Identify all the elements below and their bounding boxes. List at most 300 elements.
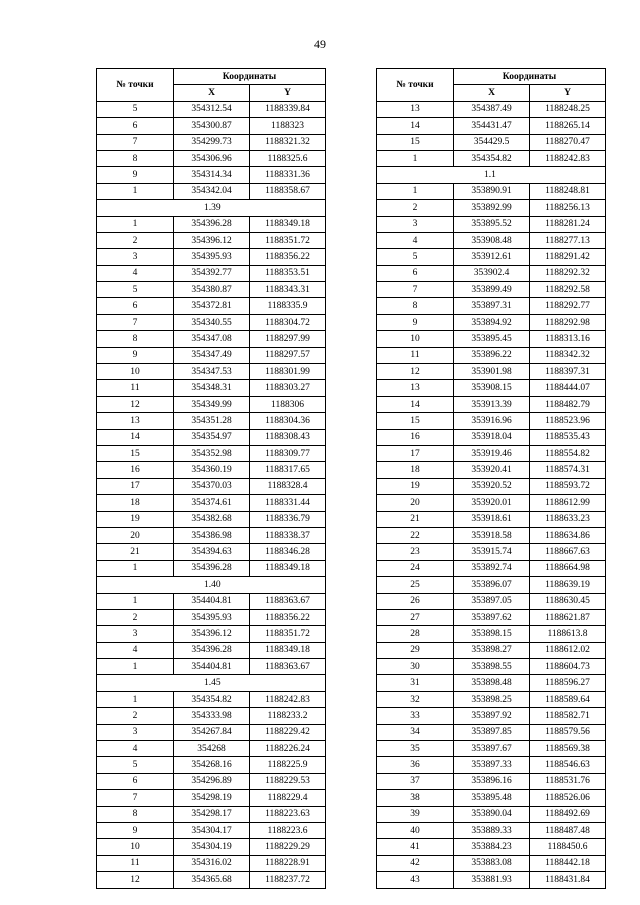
table-row [97, 282, 326, 298]
x-coordinate-cell: 354347.49 [174, 347, 250, 363]
point-number-cell: 5 [377, 249, 454, 265]
y-coordinate-cell: 1188331.36 [250, 167, 326, 183]
y-coordinate-cell: 1188358.67 [250, 183, 326, 199]
point-number-cell: 1 [97, 593, 174, 609]
y-coordinate-cell: 1188237.72 [250, 872, 326, 888]
x-coordinate-cell: 354296.89 [174, 773, 250, 789]
table-row [377, 396, 606, 412]
x-coordinate-cell: 354404.81 [174, 659, 250, 675]
point-number-cell: 18 [377, 462, 454, 478]
table-row [377, 544, 606, 560]
y-coordinate-cell: 1188633.23 [530, 511, 606, 527]
point-number-cell: 21 [377, 511, 454, 527]
x-coordinate-cell: 353897.62 [454, 609, 530, 625]
x-coordinate-cell: 353881.93 [454, 872, 530, 888]
x-coordinate-cell: 354333.98 [174, 708, 250, 724]
point-number-cell: 11 [97, 380, 174, 396]
x-coordinate-cell: 354392.77 [174, 265, 250, 281]
y-coordinate-cell: 1188630.45 [530, 593, 606, 609]
point-number-cell: 4 [97, 265, 174, 281]
section-label: 1.39 [97, 200, 326, 216]
point-number-cell: 26 [377, 593, 454, 609]
x-coordinate-cell: 354347.53 [174, 364, 250, 380]
table-row [97, 150, 326, 166]
point-number-cell: 8 [97, 806, 174, 822]
x-coordinate-cell: 353919.46 [454, 445, 530, 461]
point-number-cell: 10 [377, 331, 454, 347]
table-row [377, 429, 606, 445]
table-row [97, 347, 326, 363]
point-number-cell: 29 [377, 642, 454, 658]
y-coordinate-cell: 1188281.24 [530, 216, 606, 232]
x-coordinate-cell: 353898.15 [454, 626, 530, 642]
y-coordinate-cell: 1188397.31 [530, 364, 606, 380]
table-row [377, 380, 606, 396]
point-number-cell: 14 [377, 396, 454, 412]
table-row [377, 527, 606, 543]
point-number-cell: 14 [377, 118, 454, 134]
table-row [377, 478, 606, 494]
point-number-cell: 5 [97, 282, 174, 298]
point-number-cell: 6 [97, 773, 174, 789]
table-row [97, 609, 326, 625]
y-coordinate-cell: 1188613.8 [530, 626, 606, 642]
point-number-cell: 8 [97, 331, 174, 347]
table-row [377, 790, 606, 806]
table-row [97, 101, 326, 117]
table-row [377, 724, 606, 740]
x-coordinate-cell: 354304.19 [174, 839, 250, 855]
table-row [97, 216, 326, 232]
point-number-cell: 1 [97, 691, 174, 707]
table-row [97, 822, 326, 838]
x-coordinate-cell: 353920.52 [454, 478, 530, 494]
y-coordinate-cell: 1188229.53 [250, 773, 326, 789]
page-number: 49 [314, 37, 326, 51]
x-coordinate-cell: 353898.25 [454, 691, 530, 707]
y-coordinate-cell: 1188228.91 [250, 855, 326, 871]
point-number-cell: 6 [97, 118, 174, 134]
point-number-cell: 15 [377, 134, 454, 150]
x-coordinate-cell: 354395.93 [174, 249, 250, 265]
point-number-cell: 24 [377, 560, 454, 576]
y-coordinate-cell: 1188297.57 [250, 347, 326, 363]
y-coordinate-cell: 1188292.32 [530, 265, 606, 281]
y-coordinate-cell: 1188328.4 [250, 478, 326, 494]
x-coordinate-cell: 354348.31 [174, 380, 250, 396]
y-coordinate-cell: 1188343.31 [250, 282, 326, 298]
x-coordinate-cell: 354352.98 [174, 445, 250, 461]
y-coordinate-cell: 1188229.4 [250, 790, 326, 806]
x-coordinate-cell: 354394.63 [174, 544, 250, 560]
x-coordinate-cell: 354396.28 [174, 560, 250, 576]
table-row [97, 511, 326, 527]
point-number-cell: 8 [97, 150, 174, 166]
x-coordinate-cell: 354304.17 [174, 822, 250, 838]
x-coordinate-cell: 354354.82 [174, 691, 250, 707]
table-row [377, 511, 606, 527]
x-coordinate-cell: 353895.45 [454, 331, 530, 347]
x-coordinate-cell: 353895.52 [454, 216, 530, 232]
coordinates-header: Координаты [454, 69, 606, 85]
x-coordinate-cell: 353896.22 [454, 347, 530, 363]
table-row [97, 314, 326, 330]
y-header: Y [250, 85, 326, 101]
point-number-cell: 38 [377, 790, 454, 806]
x-coordinate-cell: 354267.84 [174, 724, 250, 740]
y-coordinate-cell: 1188321.32 [250, 134, 326, 150]
table-row [97, 495, 326, 511]
point-number-cell: 2 [97, 708, 174, 724]
table-body-left [97, 101, 326, 888]
point-number-cell: 1 [97, 659, 174, 675]
y-coordinate-cell: 1188303.27 [250, 380, 326, 396]
y-coordinate-cell: 1188634.86 [530, 527, 606, 543]
point-number-cell: 2 [97, 609, 174, 625]
point-number-cell: 3 [377, 216, 454, 232]
y-coordinate-cell: 1188346.28 [250, 544, 326, 560]
y-coordinate-cell: 1188612.02 [530, 642, 606, 658]
point-number-cell: 35 [377, 741, 454, 757]
x-coordinate-cell: 354268 [174, 741, 250, 757]
y-coordinate-cell: 1188242.83 [530, 150, 606, 166]
x-coordinate-cell: 354382.68 [174, 511, 250, 527]
table-row [377, 265, 606, 281]
table-row [97, 445, 326, 461]
table-row [97, 691, 326, 707]
point-number-cell: 1 [377, 150, 454, 166]
point-number-cell: 19 [97, 511, 174, 527]
point-number-cell: 33 [377, 708, 454, 724]
point-number-cell: 11 [97, 855, 174, 871]
point-number-cell: 5 [97, 101, 174, 117]
x-coordinate-cell: 354349.99 [174, 396, 250, 412]
coordinates-header: Координаты [174, 69, 326, 85]
table-row [377, 626, 606, 642]
point-number-cell: 1 [97, 183, 174, 199]
y-coordinate-cell: 1188554.82 [530, 445, 606, 461]
x-coordinate-cell: 353892.74 [454, 560, 530, 576]
table-row [377, 642, 606, 658]
x-coordinate-cell: 353920.01 [454, 495, 530, 511]
y-coordinate-cell: 1188229.42 [250, 724, 326, 740]
x-coordinate-cell: 354396.28 [174, 216, 250, 232]
point-number-cell: 2 [377, 200, 454, 216]
x-coordinate-cell: 354342.04 [174, 183, 250, 199]
y-coordinate-cell: 1188582.71 [530, 708, 606, 724]
table-row [377, 691, 606, 707]
y-coordinate-cell: 1188450.6 [530, 839, 606, 855]
point-number-cell: 16 [377, 429, 454, 445]
y-coordinate-cell: 1188667.63 [530, 544, 606, 560]
table-row [377, 331, 606, 347]
table-row [377, 118, 606, 134]
y-coordinate-cell: 1188229.29 [250, 839, 326, 855]
x-coordinate-cell: 353912.61 [454, 249, 530, 265]
y-coordinate-cell: 1188482.79 [530, 396, 606, 412]
y-coordinate-cell: 1188325.6 [250, 150, 326, 166]
x-coordinate-cell: 353898.48 [454, 675, 530, 691]
table-row [377, 200, 606, 216]
x-coordinate-cell: 353913.39 [454, 396, 530, 412]
coordinates-table-right [376, 68, 606, 889]
x-coordinate-cell: 354312.54 [174, 101, 250, 117]
table-row [97, 118, 326, 134]
y-coordinate-cell: 1188349.18 [250, 560, 326, 576]
x-coordinate-cell: 353915.74 [454, 544, 530, 560]
table-row [377, 216, 606, 232]
point-number-cell: 19 [377, 478, 454, 494]
point-number-cell: 4 [97, 741, 174, 757]
y-coordinate-cell: 1188306 [250, 396, 326, 412]
x-coordinate-cell: 353883.08 [454, 855, 530, 871]
table-row [97, 265, 326, 281]
y-coordinate-cell: 1188593.72 [530, 478, 606, 494]
x-coordinate-cell: 353890.91 [454, 183, 530, 199]
point-number-cell: 23 [377, 544, 454, 560]
y-coordinate-cell: 1188363.67 [250, 593, 326, 609]
y-coordinate-cell: 1188442.18 [530, 855, 606, 871]
point-number-cell: 6 [377, 265, 454, 281]
y-coordinate-cell: 1188639.19 [530, 577, 606, 593]
point-number-cell: 20 [377, 495, 454, 511]
table-row [377, 413, 606, 429]
table-row [377, 101, 606, 117]
y-coordinate-cell: 1188579.56 [530, 724, 606, 740]
point-number-cell: 2 [97, 232, 174, 248]
x-coordinate-cell: 353918.58 [454, 527, 530, 543]
point-number-cell: 4 [377, 232, 454, 248]
x-coordinate-cell: 354431.47 [454, 118, 530, 134]
table-row [97, 790, 326, 806]
table-row [97, 298, 326, 314]
section-row [377, 167, 606, 183]
point-number-cell: 20 [97, 527, 174, 543]
point-number-cell: 34 [377, 724, 454, 740]
x-coordinate-cell: 353890.04 [454, 806, 530, 822]
y-coordinate-cell: 1188339.84 [250, 101, 326, 117]
x-coordinate-cell: 354396.28 [174, 642, 250, 658]
y-coordinate-cell: 1188291.42 [530, 249, 606, 265]
x-coordinate-cell: 354316.02 [174, 855, 250, 871]
x-coordinate-cell: 354370.03 [174, 478, 250, 494]
y-coordinate-cell: 1188356.22 [250, 249, 326, 265]
x-coordinate-cell: 354396.12 [174, 626, 250, 642]
y-coordinate-cell: 1188223.6 [250, 822, 326, 838]
table-row [97, 396, 326, 412]
y-coordinate-cell: 1188444.07 [530, 380, 606, 396]
point-number-cell: 17 [97, 478, 174, 494]
y-coordinate-cell: 1188574.31 [530, 462, 606, 478]
table-row [377, 577, 606, 593]
table-row [377, 872, 606, 888]
y-coordinate-cell: 1188265.14 [530, 118, 606, 134]
table-row [97, 413, 326, 429]
table-row [377, 150, 606, 166]
point-number-cell: 7 [97, 790, 174, 806]
table-row [377, 675, 606, 691]
table-row [377, 347, 606, 363]
x-header: X [174, 85, 250, 101]
table-row [97, 593, 326, 609]
table-row [97, 183, 326, 199]
point-number-cell: 1 [377, 183, 454, 199]
table-row [377, 495, 606, 511]
y-coordinate-cell: 1188351.72 [250, 626, 326, 642]
table-row [377, 183, 606, 199]
point-number-cell: 9 [97, 822, 174, 838]
x-coordinate-cell: 353916.96 [454, 413, 530, 429]
x-coordinate-cell: 353920.41 [454, 462, 530, 478]
y-coordinate-cell: 1188226.24 [250, 741, 326, 757]
point-number-cell: 13 [377, 380, 454, 396]
x-coordinate-cell: 354404.81 [174, 593, 250, 609]
x-coordinate-cell: 353918.04 [454, 429, 530, 445]
x-coordinate-cell: 353901.98 [454, 364, 530, 380]
y-coordinate-cell: 1188225.9 [250, 757, 326, 773]
table-row [377, 741, 606, 757]
x-coordinate-cell: 354429.5 [454, 134, 530, 150]
table-row [377, 282, 606, 298]
y-coordinate-cell: 1188523.96 [530, 413, 606, 429]
table-row [97, 364, 326, 380]
point-number-cell: 16 [97, 462, 174, 478]
table-row [97, 544, 326, 560]
table-row [97, 659, 326, 675]
x-coordinate-cell: 354298.19 [174, 790, 250, 806]
x-header: X [454, 85, 530, 101]
table-row [377, 298, 606, 314]
x-coordinate-cell: 353896.07 [454, 577, 530, 593]
section-label: 1.45 [97, 675, 326, 691]
x-coordinate-cell: 354300.87 [174, 118, 250, 134]
y-coordinate-cell: 1188304.72 [250, 314, 326, 330]
x-coordinate-cell: 354354.82 [454, 150, 530, 166]
x-coordinate-cell: 354360.19 [174, 462, 250, 478]
point-number-cell: 39 [377, 806, 454, 822]
x-coordinate-cell: 353897.05 [454, 593, 530, 609]
x-coordinate-cell: 354314.34 [174, 167, 250, 183]
x-coordinate-cell: 354365.68 [174, 872, 250, 888]
x-coordinate-cell: 354372.81 [174, 298, 250, 314]
x-coordinate-cell: 354354.97 [174, 429, 250, 445]
point-number-cell: 9 [377, 314, 454, 330]
table-row [97, 642, 326, 658]
y-coordinate-cell: 1188604.73 [530, 659, 606, 675]
table-row [377, 232, 606, 248]
y-coordinate-cell: 1188349.18 [250, 642, 326, 658]
x-coordinate-cell: 353897.31 [454, 298, 530, 314]
x-coordinate-cell: 353908.48 [454, 232, 530, 248]
x-coordinate-cell: 353897.33 [454, 757, 530, 773]
point-number-cell: 43 [377, 872, 454, 888]
y-coordinate-cell: 1188292.77 [530, 298, 606, 314]
table-row [97, 855, 326, 871]
section-label: 1.40 [97, 577, 326, 593]
table-row [97, 331, 326, 347]
y-coordinate-cell: 1188621.87 [530, 609, 606, 625]
table-header-row [97, 69, 326, 85]
point-number-cell: 13 [97, 413, 174, 429]
table-row [97, 462, 326, 478]
y-coordinate-cell: 1188569.38 [530, 741, 606, 757]
y-coordinate-cell: 1188589.64 [530, 691, 606, 707]
x-coordinate-cell: 354380.87 [174, 282, 250, 298]
x-coordinate-cell: 353918.61 [454, 511, 530, 527]
point-number-cell: 11 [377, 347, 454, 363]
coordinates-table-left [96, 68, 326, 889]
x-coordinate-cell: 353908.15 [454, 380, 530, 396]
x-coordinate-cell: 354395.93 [174, 609, 250, 625]
y-coordinate-cell: 1188270.47 [530, 134, 606, 150]
table-row [97, 839, 326, 855]
y-coordinate-cell: 1188342.32 [530, 347, 606, 363]
table-row [97, 773, 326, 789]
table-row [97, 626, 326, 642]
table-body-right [377, 101, 606, 888]
point-number-cell: 9 [97, 167, 174, 183]
table-row [377, 839, 606, 855]
point-number-cell: 10 [97, 839, 174, 855]
table-row [377, 773, 606, 789]
y-coordinate-cell: 1188323 [250, 118, 326, 134]
y-header: Y [530, 85, 606, 101]
y-coordinate-cell: 1188256.13 [530, 200, 606, 216]
y-coordinate-cell: 1188356.22 [250, 609, 326, 625]
point-number-cell: 3 [97, 626, 174, 642]
y-coordinate-cell: 1188304.36 [250, 413, 326, 429]
y-coordinate-cell: 1188664.98 [530, 560, 606, 576]
y-coordinate-cell: 1188292.98 [530, 314, 606, 330]
table-row [377, 806, 606, 822]
x-coordinate-cell: 353898.27 [454, 642, 530, 658]
section-row [97, 200, 326, 216]
table-row [97, 708, 326, 724]
point-number-cell: 15 [97, 445, 174, 461]
y-coordinate-cell: 1188492.69 [530, 806, 606, 822]
y-coordinate-cell: 1188277.13 [530, 232, 606, 248]
point-number-cell: 25 [377, 577, 454, 593]
y-coordinate-cell: 1188535.43 [530, 429, 606, 445]
y-coordinate-cell: 1188317.65 [250, 462, 326, 478]
table-row [377, 364, 606, 380]
x-coordinate-cell: 354386.98 [174, 527, 250, 543]
y-coordinate-cell: 1188351.72 [250, 232, 326, 248]
point-number-header: № точки [377, 69, 454, 102]
table-row [97, 380, 326, 396]
point-number-cell: 18 [97, 495, 174, 511]
point-number-cell: 17 [377, 445, 454, 461]
y-coordinate-cell: 1188363.67 [250, 659, 326, 675]
table-row [97, 724, 326, 740]
table-row [97, 527, 326, 543]
x-coordinate-cell: 354347.08 [174, 331, 250, 347]
point-number-cell: 3 [97, 724, 174, 740]
table-row [377, 560, 606, 576]
table-row [377, 708, 606, 724]
x-coordinate-cell: 354268.16 [174, 757, 250, 773]
y-coordinate-cell: 1188531.76 [530, 773, 606, 789]
x-coordinate-cell: 353897.85 [454, 724, 530, 740]
point-number-cell: 27 [377, 609, 454, 625]
table-row [97, 757, 326, 773]
x-coordinate-cell: 353898.55 [454, 659, 530, 675]
table-row [97, 232, 326, 248]
x-coordinate-cell: 354351.28 [174, 413, 250, 429]
table-row [377, 134, 606, 150]
point-number-header: № точки [97, 69, 174, 102]
table-row [377, 609, 606, 625]
